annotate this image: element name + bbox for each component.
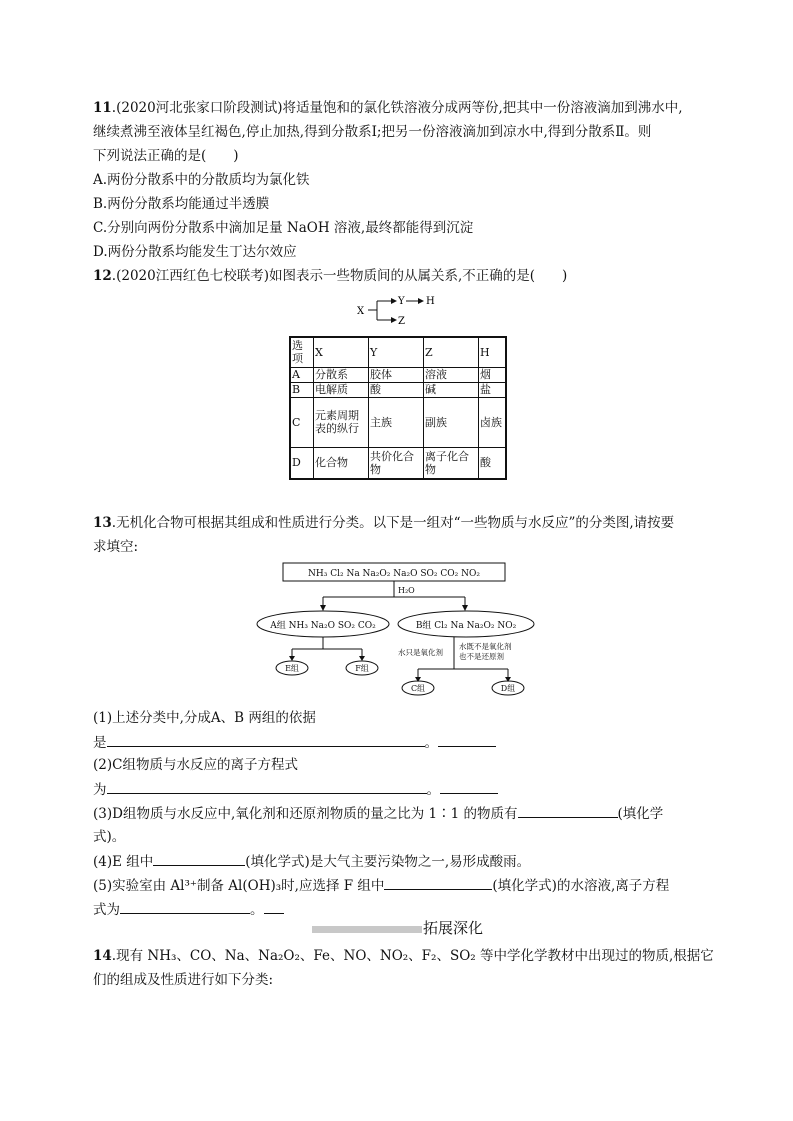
q12-stem: .(2020江西红色七校联考)如图表示一些物质间的从属关系,不正确的是( ) [111,268,568,284]
table-cell: 化合物 [314,447,369,479]
table-cell: 副族 [424,397,479,447]
q13-part5-prefix: 式为 [93,902,120,918]
q13-part4-stem: (4)E 组中 [93,854,154,870]
table-cell: 分散系 [314,367,369,382]
flow-top-substances: NH₃ Cl₂ Na Na₂O₂ Na₂O SO₂ CO₂ NO₂ [308,569,480,579]
answer-blank[interactable] [518,803,618,818]
q13-part5-line1 [93,875,669,896]
q13-part1-line1: (1)上述分类中,分成A、B 两组的依据 [93,710,316,726]
table-header-cell: 选项 [290,337,314,367]
flow-neither-label-1: 水既不是氧化剂 [459,642,512,651]
q11-line2: 继续煮沸至液体呈红褐色,停止加热,得到分散系Ⅰ;把另一份溶液滴加到凉水中,得到分散系Ⅱ。则 [93,124,652,140]
answer-blank-tail[interactable] [264,899,284,914]
table-cell: A [290,367,314,382]
flow-group-a: A组 NH₃ Na₂O SO₂ CO₂ [270,621,376,631]
q13-line2: 求填空: [93,539,139,555]
table-cell: 酸 [479,447,507,479]
table-cell: 元素周期表的纵行 [314,397,369,447]
flow-group-f: F组 [355,664,369,673]
table-cell: 电解质 [314,382,369,397]
q14-line2: 们的组成及性质进行如下分类: [93,972,274,988]
q13-part1-prefix: 是 [93,735,107,751]
answer-blank-tail[interactable] [440,779,498,794]
q11-option-d: D.两份分散系均能发生丁达尔效应 [93,244,297,260]
table-row [290,397,506,447]
flow-neither-label-2: 也不是还原剂 [459,652,504,661]
section-divider-bar [312,926,422,933]
q13-part5-stem: (5)实验室由 Al³⁺制备 Al(OH)₃时,应选择 F 组中 [93,878,385,894]
question-number: 11 [93,100,112,116]
q11-stem: .(2020河北张家口阶段测试)将适量饱和的氯化铁溶液分成两等份,把其中一份溶液滴加到沸水中, [111,100,683,116]
answer-blank[interactable] [384,875,492,890]
q13-stem: .无机化合物可根据其组成和性质进行分类。以下是一组对“一些物质与水反应”的分类图,请按要 [111,515,675,531]
q11-option-b: B.两份分散系均能通过半透膜 [93,196,270,212]
table-cell: 离子化合物 [424,447,479,479]
q13-part2-end: 。 [426,782,440,798]
table-cell: 共价化合物 [369,447,424,479]
q14-stem: .现有 NH₃、CO、Na、Na₂O₂、Fe、NO、NO₂、F₂、SO₂ 等中学化学教材中出现过的物质,根据它 [111,948,714,964]
q13-part4-note: (填化学式)是大气主要污染物之一,易形成酸雨。 [245,854,531,870]
diagram-label-z: Z [398,316,405,327]
q13-part2-line1: (2)C组物质与水反应的离子方程式 [93,757,298,773]
flow-group-d: D组 [500,684,516,693]
q13-part3-note: (填化学 [617,806,664,822]
options-table [289,336,507,480]
table-row [290,447,506,479]
q13-part1-line2 [93,732,496,753]
q13-part3-stem: (3)D组物质与水反应中,氧化剂和还原剂物质的量之比为 1∶1 的物质有 [93,806,518,822]
table-row [290,367,506,382]
answer-blank-tail[interactable] [438,732,496,747]
table-cell: 溶液 [424,367,479,382]
q11-line1 [93,98,683,118]
table-cell: C [290,397,314,447]
answer-blank[interactable] [120,899,250,914]
q13-part4 [93,851,530,872]
table-cell: D [290,447,314,479]
q12-line1 [93,266,567,286]
q13-part2-prefix: 为 [93,782,107,798]
table-cell: 盐 [479,382,507,397]
flow-group-c: C组 [410,684,426,693]
q13-part1-end: 。 [424,735,438,751]
table-cell: 胶体 [369,367,424,382]
q13-part5-note: (填化学式)的水溶液,离子方程 [492,878,670,894]
subordinate-relation-diagram [355,292,455,328]
table-cell: 酸 [369,382,424,397]
classification-flow-diagram [255,561,540,701]
question-number: 12 [93,268,112,284]
answer-blank[interactable] [107,779,427,794]
flow-group-b: B组 Cl₂ Na Na₂O₂ NO₂ [415,621,517,631]
flow-group-e: E组 [285,664,299,673]
q13-part3-line1 [93,803,663,824]
table-cell: 卤族 [479,397,507,447]
q13-part3-line2: 式)。 [93,829,126,845]
table-row [290,382,506,397]
diagram-label-y: Y [398,296,405,307]
q11-option-c: C.分别向两份分散系中滴加足量 NaOH 溶液,最终都能得到沉淀 [93,220,474,236]
answer-blank[interactable] [153,851,245,866]
answer-blank[interactable] [107,732,425,747]
q11-line3: 下列说法正确的是( ) [93,148,239,164]
q13-part5-end: 。 [250,902,264,918]
table-header-cell: X [314,337,369,367]
q11-option-a: A.两份分散系中的分散质均为氯化铁 [93,172,310,188]
table-cell: B [290,382,314,397]
diagram-label-h: H [426,296,435,307]
table-cell: 烟 [479,367,507,382]
q14-line1 [93,946,714,966]
table-cell: 主族 [369,397,424,447]
question-number: 13 [93,515,112,531]
q13-part5-line2 [93,899,284,920]
diagram-label-x: X [357,306,365,317]
q13-part2-line2 [93,779,498,800]
flow-water-label: H₂O [398,586,415,595]
table-cell: 碱 [424,382,479,397]
section-title: 拓展深化 [423,919,484,937]
table-header-cell: Z [424,337,479,367]
table-header-cell: H [479,337,507,367]
question-number: 14 [93,948,112,964]
table-header-cell: Y [369,337,424,367]
flow-oxidant-label: 水只是氧化剂 [398,648,443,657]
q13-line1 [93,513,674,533]
table-header-row [290,337,506,367]
